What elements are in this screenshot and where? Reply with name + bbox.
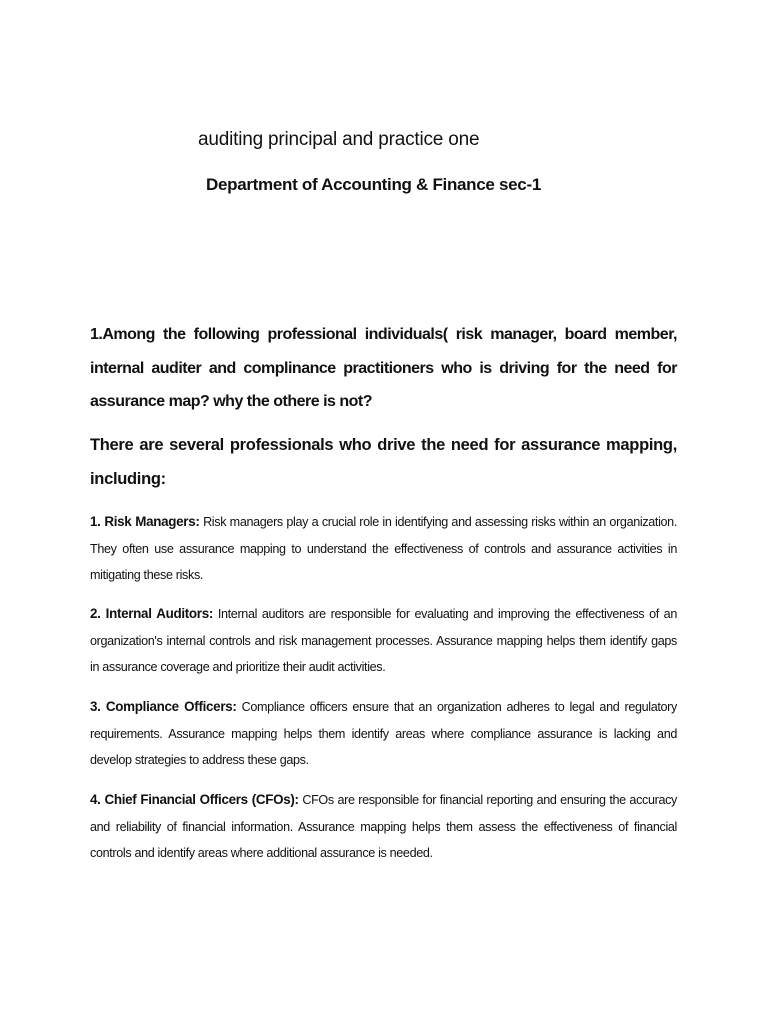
list-item-compliance-officers [90, 694, 677, 774]
question-paragraph: 1.Among the following professional individuals( risk manager, board member, internal auditer and complinance practitioners who is driving for the need for assurance map? why the othere is not? [90, 326, 677, 410]
list-item-lead: 2. Internal Auditors: [90, 606, 214, 621]
list-item-lead: 1. Risk Managers: [90, 514, 200, 529]
document-title: auditing principal and practice one [198, 129, 480, 150]
list-item-text: Compliance officers ensure that an organization adheres to legal and regulatory requirements. Assurance mapping helps them identify areas where compliance assurance is lacking and develop strategies to address these gaps. [90, 700, 677, 767]
list-item-lead: 4. Chief Financial Officers (CFOs): [90, 792, 299, 807]
list-item-text: CFOs are responsible for financial reporting and ensuring the accuracy and reliability of financial information. Assurance mapping helps them assess the effectiveness of financial controls and identify areas where additional assurance is needed. [90, 793, 678, 860]
list-item-risk-managers [90, 509, 677, 589]
list-item-chief-financial-officers [90, 787, 677, 867]
list-item-text: Risk managers play a crucial role in identifying and assessing risks within an organization. They often use assurance mapping to understand the effectiveness of controls and assurance activities in mitigating these risks. [90, 515, 677, 582]
intro-paragraph: There are several professionals who drive the need for assurance mapping, including: [90, 436, 677, 488]
list-item-lead: 3. Compliance Officers: [90, 699, 237, 714]
list-item-text: Internal auditors are responsible for evaluating and improving the effectiveness of an organization's internal controls and risk management processes. Assurance mapping helps them identify gaps in assurance coverage and prioritize their audit activities. [90, 607, 677, 674]
list-item-internal-auditors [90, 601, 677, 681]
document-subtitle: Department of Accounting & Finance sec-1 [206, 175, 541, 194]
